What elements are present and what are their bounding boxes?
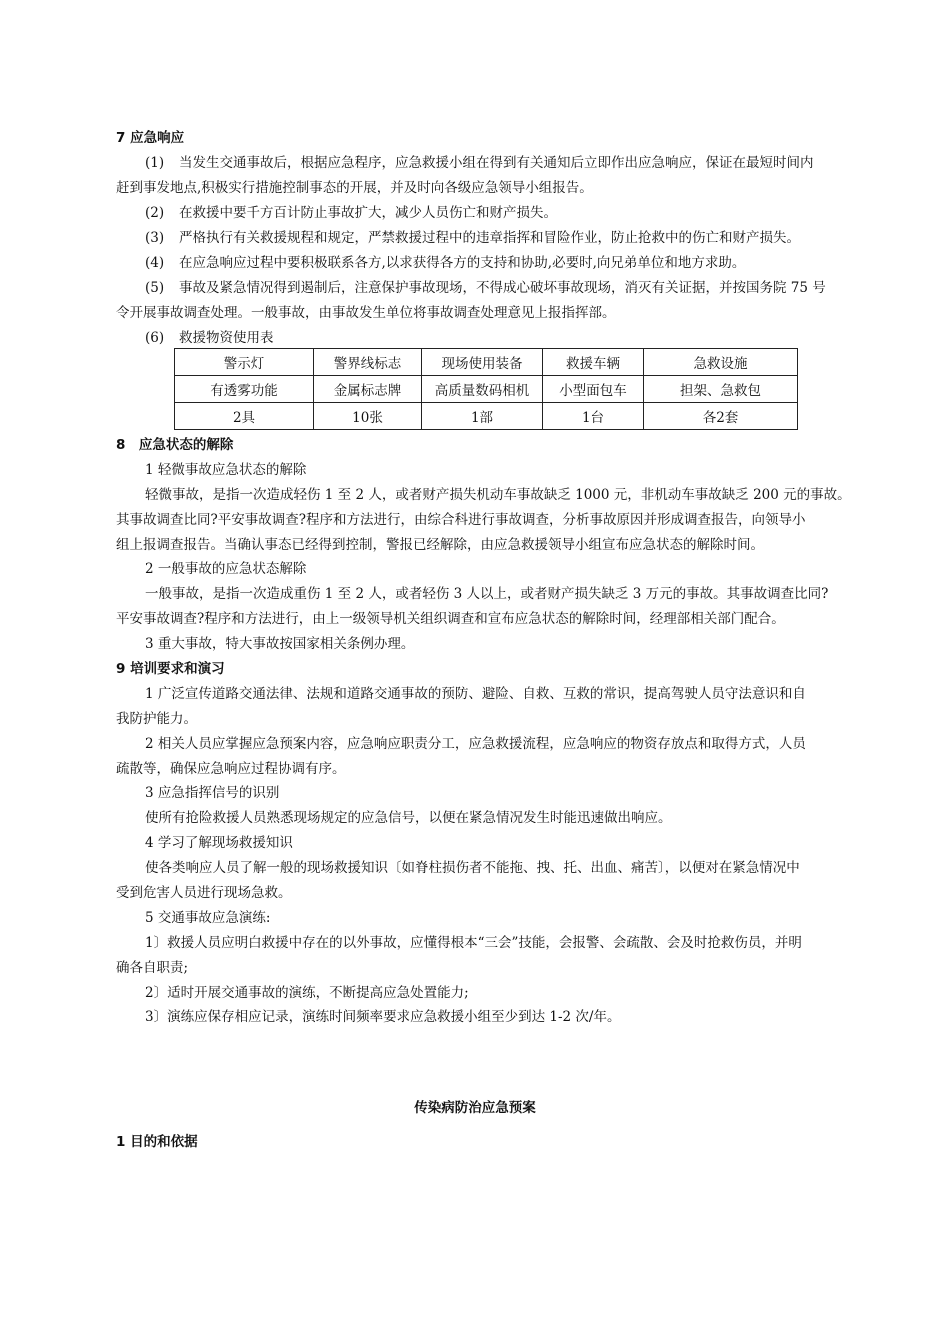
item-3-title: 3 应急指挥信号的识别 [145,785,280,801]
item-number: (4) [145,255,165,271]
item-number: (3) [145,230,165,246]
rescue-supplies-table [174,348,798,430]
table-row [175,376,798,403]
table-cell: 1部 [422,403,543,430]
subsection-1-line-3: 组上报调查报告。当确认事态已经得到控制，警报已经解除，由应急救援领导小组宣布应急状态的解除时间。 [116,537,764,553]
subsection-3: 3 重大事故，特大事故按国家相关条例办理。 [145,636,415,652]
table-header-cell: 警示灯 [175,349,314,376]
table-cell: 金属标志牌 [314,376,422,403]
section-7-heading: 7 应急响应 [116,130,185,146]
paragraph-6 [145,330,274,346]
table-cell: 有透雾功能 [175,376,314,403]
paragraph-1-line-2: 赶到事发地点,积极实行措施控制事态的开展，并及时向各级应急领导小组报告。 [116,180,593,196]
item-text: 事故及紧急情况得到遏制后，注意保护事故现场，不得成心破坏事故现场，消灭有关证据，并按国务院 75 号 [179,280,826,296]
paragraph-5-line-2: 令开展事故调查处理。一般事故，由事故发生单位将事故调查处理意见上报指挥部。 [116,305,616,321]
table-row [175,403,798,430]
table-cell: 高质量数码相机 [422,376,543,403]
paragraph-3 [145,230,800,246]
subsection-2-title: 2 一般事故的应急状态解除 [145,561,307,577]
item-5-2: 2〕适时开展交通事故的演练，不断提高应急处置能力; [145,985,469,1001]
table-cell: 各2套 [644,403,798,430]
paragraph-2 [145,205,557,221]
item-text: 当发生交通事故后，根据应急程序，应急救援小组在得到有关通知后立即作出应急响应，保证在最短时间内 [179,155,814,171]
item-2-line-1: 2 相关人员应掌握应急预案内容，应急响应职责分工，应急救援流程，应急响应的物资存放点和取得方式，人员 [145,736,806,752]
item-2-line-2: 疏散等，确保应急响应过程协调有序。 [116,761,346,777]
item-5-title: 5 交通事故应急演练: [145,910,271,926]
table-header-cell: 救援车辆 [543,349,644,376]
item-text: 严格执行有关救援规程和规定，严禁救援过程中的违章指挥和冒险作业，防止抢救中的伤亡和财产损失。 [179,230,800,246]
item-text: 在救援中要千方百计防止事故扩大，减少人员伤亡和财产损失。 [179,205,557,221]
item-5-1-line-1: 1〕救援人员应明白救援中存在的以外事故，应懂得根本“三会”技能，会报警、会疏散、会及时抢救伤员，并明 [145,935,802,951]
table-cell: 小型面包车 [543,376,644,403]
table-cell: 10张 [314,403,422,430]
item-number: (1) [145,155,165,171]
table-header-cell: 现场使用装备 [422,349,543,376]
subsection-2-line-2: 平安事故调查?程序和方法进行，由上一级领导机关组织调查和宣布应急状态的解除时间，经理部相关部门配合。 [116,611,785,627]
item-3-text: 使所有抢险救援人员熟悉现场规定的应急信号，以便在紧急情况发生时能迅速做出响应。 [145,810,672,826]
item-4-line-2: 受到危害人员进行现场急救。 [116,885,292,901]
table-header-row [175,349,798,376]
table-header-cell: 警界线标志 [314,349,422,376]
subsection-1-line-1: 轻微事故，是指一次造成轻伤 1 至 2 人，或者财产损失机动车事故缺乏 1000 元，非机动车事故缺乏 200 元的事故。 [145,487,851,503]
paragraph-4 [145,255,745,271]
table-header-cell: 急救设施 [644,349,798,376]
item-1-line-1: 1 广泛宣传道路交通法律、法规和道路交通事故的预防、避险、自救、互救的常识，提高驾驶人员守法意识和自 [145,686,806,702]
item-number: (2) [145,205,165,221]
item-number: (5) [145,280,165,296]
table-cell: 2具 [175,403,314,430]
section-8-heading: 8 应急状态的解除 [116,437,234,453]
item-5-3: 3〕演练应保存相应记录，演练时间频率要求应急救援小组至少到达 1-2 次/年。 [145,1009,621,1025]
item-4-title: 4 学习了解现场救援知识 [145,835,293,851]
subsection-1-title: 1 轻微事故应急状态的解除 [145,462,307,478]
item-4-line-1: 使各类响应人员了解一般的现场救援知识〔如脊柱损伤者不能拖、拽、托、出血、痛苦〕，以便对在紧急情况中 [145,860,800,876]
next-document-title: 传染病防治应急预案 [414,1100,536,1116]
table-cell: 担架、急救包 [644,376,798,403]
item-5-1-line-2: 确各自职责; [116,960,189,976]
paragraph-5-line-1 [145,280,826,296]
item-1-line-2: 我防护能力。 [116,711,197,727]
paragraph-1-line-1 [145,155,814,171]
section-9-heading: 9 培训要求和演习 [116,661,225,677]
subsection-2-line-1: 一般事故，是指一次造成重伤 1 至 2 人，或者轻伤 3 人以上，或者财产损失缺乏 3 万元的事故。其事故调查比同? [145,586,829,602]
item-text: 在应急响应过程中要积极联系各方,以求获得各方的支持和协助,必要时,向兄弟单位和地方求助。 [179,255,746,271]
table-cell: 1台 [543,403,644,430]
item-number: (6) [145,330,165,346]
next-section-heading: 1 目的和依据 [116,1134,198,1150]
subsection-1-line-2: 其事故调查比同?平安事故调查?程序和方法进行，由综合科进行事故调查，分析事故原因并形成调查报告，向领导小 [116,512,806,528]
item-text: 救援物资使用表 [179,330,274,346]
